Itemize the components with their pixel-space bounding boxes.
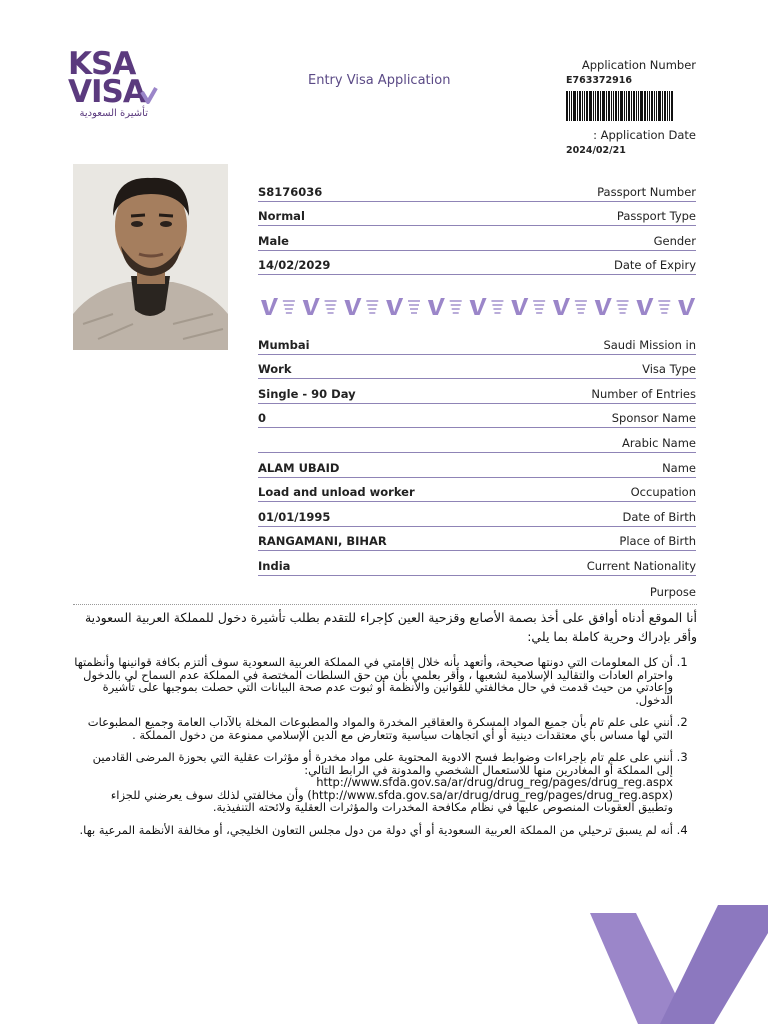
- current-nationality-label: Current Nationality: [586, 558, 696, 573]
- barcode-bar: [624, 91, 625, 121]
- number-of-entries-label: Number of Entries: [591, 386, 696, 401]
- passport-number-label: Passport Number: [597, 184, 696, 199]
- application-info: [566, 58, 696, 156]
- sponsor-name-value: 0: [258, 411, 267, 426]
- check-mark: [491, 300, 503, 314]
- current-nationality-value: India: [258, 558, 291, 573]
- field-row: [258, 356, 696, 380]
- passport-details: [258, 178, 696, 276]
- field-row: [258, 454, 696, 478]
- barcode-bar: [602, 91, 605, 121]
- check-mark: [386, 298, 403, 315]
- barcode-bar: [620, 91, 623, 121]
- barcode-bar: [644, 91, 646, 121]
- barcode-bar: [584, 91, 585, 121]
- check-mark: [470, 298, 487, 315]
- name-value: ALAM UBAID: [258, 460, 340, 475]
- barcode-bar: [615, 91, 617, 121]
- barcode-bar: [654, 91, 655, 121]
- barcode-bar: [569, 91, 570, 121]
- portrait-illustration: [73, 164, 228, 350]
- barcode-bar: [613, 91, 614, 121]
- field-row: [258, 405, 696, 429]
- barcode-bar: [651, 91, 653, 121]
- check-mark: [261, 298, 278, 315]
- check-mark: [344, 298, 361, 315]
- field-row: [258, 178, 696, 202]
- logo-visa-text: VISA: [68, 74, 146, 110]
- date-of-birth-value: 01/01/1995: [258, 509, 331, 524]
- barcode-bar: [633, 91, 635, 121]
- barcode-bar: [571, 91, 572, 121]
- application-number-label: Application Number: [581, 58, 696, 72]
- declaration-item: 4. أنه لم يسبق ترحيلي من المملكة العربية السعودية أو أي دولة من دول مجلس التعاون الخليجي، أو مخالفة الأنظمة المرعية بها.: [73, 824, 673, 837]
- barcode-bar: [577, 91, 578, 121]
- barcode-bar: [662, 91, 663, 121]
- barcode-bar: [638, 91, 639, 121]
- barcode-bar: [656, 91, 657, 121]
- field-row: [258, 203, 696, 227]
- application-date-label: : Application Date: [593, 128, 696, 142]
- field-row: [258, 479, 696, 503]
- security-check-strip: [259, 296, 697, 318]
- check-mark: [511, 298, 528, 315]
- barcode-bar: [586, 91, 588, 121]
- check-mark: [428, 298, 445, 315]
- occupation-label: Occupation: [630, 485, 696, 500]
- field-row: [258, 227, 696, 251]
- logo-arabic-text: تأشيرة السعودية: [79, 108, 148, 119]
- barcode-bar: [566, 91, 568, 121]
- sponsor-name-label: Sponsor Name: [611, 411, 696, 426]
- field-row: [258, 331, 696, 355]
- barcode-bar: [589, 91, 592, 121]
- barcode-bar: [636, 91, 637, 121]
- large-check-icon: [590, 905, 768, 1024]
- check-mark: [658, 300, 670, 314]
- gender-value: Male: [258, 233, 289, 248]
- gender-label: Gender: [653, 233, 696, 248]
- application-date: 2024/02/21: [566, 145, 626, 156]
- logo-line-ksa: KSA: [68, 46, 136, 82]
- saudi-mission-value: Mumbai: [258, 337, 310, 352]
- declaration: [73, 608, 697, 846]
- declaration-intro: أنا الموقع أدناه أوافق على أخذ بصمة الأصابع وقزحية العين كإجراء للتقدم بطلب تأشيرة دخول للمملكة العربية السعودية وأقر بإدراك وحرية كاملة بما يلي:: [84, 610, 697, 644]
- visa-details: [258, 331, 696, 602]
- passport-number-value: S8176036: [258, 184, 323, 199]
- visa-type-value: Work: [258, 362, 292, 377]
- barcode-bar: [640, 91, 643, 121]
- barcode-bar: [582, 91, 583, 121]
- check-mark: [636, 298, 653, 315]
- barcode-bar: [579, 91, 581, 121]
- occupation-value: Load and unload worker: [258, 485, 415, 500]
- saudi-mission-label: Saudi Mission in: [603, 337, 696, 352]
- date-of-expiry-value: 14/02/2029: [258, 258, 331, 273]
- applicant-photo: [73, 164, 228, 350]
- check-mark: [325, 300, 337, 314]
- number-of-entries-value: Single - 90 Day: [258, 386, 356, 401]
- barcode-bar: [573, 91, 576, 121]
- check-mark: [553, 298, 570, 315]
- passport-type-value: Normal: [258, 209, 305, 224]
- barcode-bar: [608, 91, 610, 121]
- barcode-bar: [600, 91, 601, 121]
- barcode-bar: [647, 91, 648, 121]
- barcode-bar: [649, 91, 650, 121]
- barcode-bar: [595, 91, 596, 121]
- check-mark: [408, 300, 420, 314]
- visa-type-label: Visa Type: [642, 362, 696, 377]
- barcode-bar: [671, 91, 673, 121]
- field-row: [258, 503, 696, 527]
- field-row: [258, 429, 696, 453]
- field-row: [258, 252, 696, 276]
- section-divider: [73, 604, 697, 605]
- check-mark: [533, 300, 545, 314]
- check-mark: [575, 300, 587, 314]
- barcode-bar: [631, 91, 632, 121]
- barcode-bar: [628, 91, 630, 121]
- barcode-bar: [626, 91, 627, 121]
- declaration-list: [73, 656, 697, 836]
- check-mark: [450, 300, 462, 314]
- ksa-visa-logo: [68, 46, 158, 119]
- place-of-birth-value: RANGAMANI, BIHAR: [258, 534, 387, 549]
- barcode-bar: [593, 91, 594, 121]
- date-of-expiry-label: Date of Expiry: [614, 258, 696, 273]
- field-row: [258, 528, 696, 552]
- barcode-bar: [606, 91, 607, 121]
- barcode-bar: [597, 91, 599, 121]
- place-of-birth-label: Place of Birth: [619, 534, 696, 549]
- passport-type-label: Passport Type: [616, 209, 696, 224]
- date-of-birth-label: Date of Birth: [622, 509, 696, 524]
- declaration-item: 2. أنني على علم تام بأن جميع المواد المسكرة والعقاقير المخدرة والمواد والمطبوعات المخلة بالآداب العامة وجميع المطبوعات التي لها مساس بأي معتقدات دينية أو أي اتجاهات سياسية وتتعارض مع الدين الإسلامي ممنوعة من دخول المملكة .: [73, 716, 673, 741]
- field-row: [258, 380, 696, 404]
- barcode-bar: [669, 91, 670, 121]
- declaration-item: 3. أنني على علم تام بإجراءات وضوابط فسح الادوية المحتوية على مواد مخدرة أو مؤثرات عقلية التي بحوزة المرضى القادمين إلى المملكة أو المغادرين منها للاستعمال الشخصي والمدونة في الرابط التالي: http://www.sfda.gov.sa/ar/drug/drug_reg/pages/drug_reg.aspx (http://www.sfda.gov.sa/ar/drug/drug_reg/pages/drug_reg.aspx) وأن مخالفتي لذلك سوف يعرضني للجزاء وتطبيق العقوبات المنصوص عليها في نظام مكافحة المخدرات والمؤثرات العقلية ولائحته التنفيذية.: [73, 751, 673, 814]
- purpose-label: Purpose: [649, 584, 696, 599]
- name-label: Name: [662, 460, 696, 475]
- check-mark: [303, 298, 320, 315]
- logo-check-icon: [140, 86, 158, 104]
- document-title: Entry Visa Application: [308, 73, 451, 88]
- logo-line-visa: [68, 74, 158, 110]
- barcode-bar: [664, 91, 666, 121]
- check-mark: [366, 300, 378, 314]
- field-row: [258, 577, 696, 601]
- check-mark: [283, 300, 295, 314]
- barcode-bar: [618, 91, 619, 121]
- arabic-name-label: Arabic Name: [621, 435, 696, 450]
- barcode-bar: [658, 91, 661, 121]
- barcode: [566, 91, 696, 121]
- field-row: [258, 552, 696, 576]
- barcode-bar: [667, 91, 668, 121]
- declaration-item: 1. أن كل المعلومات التي دونتها صحيحة، وأتعهد بأنه خلال إقامتي في المملكة العربية السعودية سوف ألتزم بكافة قوانينها وأنظمتها واحترام العادات والتقاليد الإسلامية لشعبها ، وأقر بعلمي بأن من حق السلطات المختصة في المملكة عدم السماح لي بالدخول وإعادتي من حيث قدمت في حال مخالفتي للقوانين والأنظمة أو ثبوت عدم صحة البيانات التي حصلت بموجبها على تأشيرة الدخول.: [73, 656, 673, 706]
- barcode-bar: [611, 91, 612, 121]
- check-mark: [595, 298, 612, 315]
- application-number: E763372916: [566, 75, 632, 86]
- check-mark: [617, 300, 629, 314]
- check-mark: [678, 298, 695, 315]
